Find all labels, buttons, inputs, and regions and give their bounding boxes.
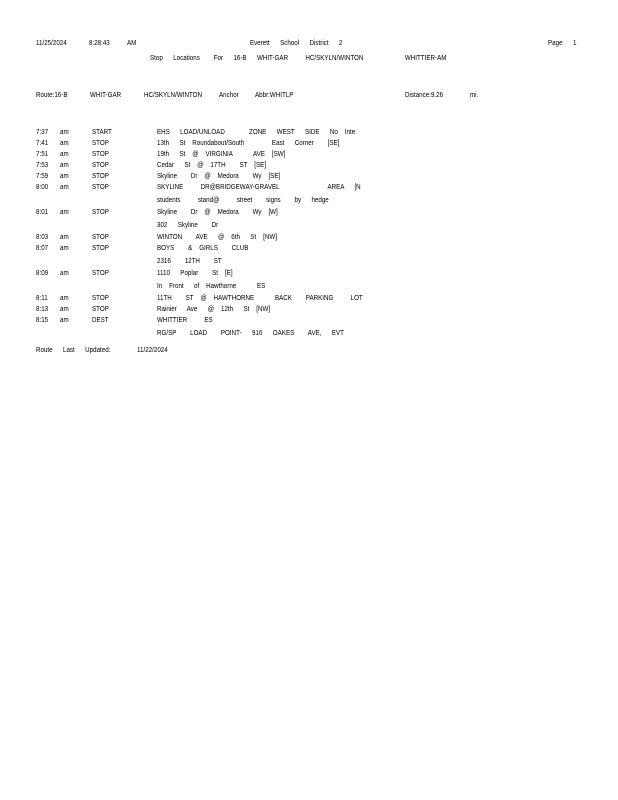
stop-type: STOP bbox=[92, 160, 109, 169]
stop-ampm: am bbox=[60, 315, 69, 324]
stop-type: STOP bbox=[92, 304, 109, 313]
stop-type: STOP bbox=[92, 182, 109, 191]
stop-note: 302 Skyline Dr bbox=[157, 220, 219, 229]
stop-type: STOP bbox=[92, 138, 109, 147]
route-anchor: Anchor bbox=[219, 90, 239, 99]
stop-type: DEST bbox=[92, 315, 109, 324]
stop-desc: BOYS & GIRLS CLUB bbox=[157, 243, 249, 252]
stop-note: students stand@ street signs by hedge bbox=[157, 195, 329, 204]
stop-desc: WINTON AVE @ 6th St [NW] bbox=[157, 232, 277, 241]
stop-note: In Front of Hawthorne ES bbox=[157, 281, 266, 290]
stop-ampm: am bbox=[60, 232, 69, 241]
stop-type: STOP bbox=[92, 232, 109, 241]
report-ampm: AM bbox=[127, 38, 137, 47]
route-desc: HC/SKYLN/WINTON bbox=[144, 90, 203, 99]
stop-type: STOP bbox=[92, 293, 109, 302]
stop-time: 8:09 bbox=[36, 268, 49, 277]
stop-desc: WHITTIER ES bbox=[157, 315, 213, 324]
stop-time: 8:00 bbox=[36, 182, 49, 191]
stop-ampm: am bbox=[60, 293, 69, 302]
route-distance: Distance:9.26 bbox=[405, 90, 444, 99]
route-abbr: Abbr:WHITLP bbox=[255, 90, 294, 99]
stop-ampm: am bbox=[60, 127, 69, 136]
stop-time: 7:37 bbox=[36, 127, 49, 136]
footer-date: 11/22/2024 bbox=[137, 345, 168, 354]
stop-ampm: am bbox=[60, 138, 69, 147]
stop-time: 7:51 bbox=[36, 149, 49, 158]
stop-type: STOP bbox=[92, 243, 109, 252]
stop-type: STOP bbox=[92, 268, 109, 277]
stop-desc: 13th St Roundabout/South East Corner [SE] bbox=[157, 138, 340, 147]
stop-time: 7:53 bbox=[36, 160, 49, 169]
stop-type: STOP bbox=[92, 149, 109, 158]
stop-ampm: am bbox=[60, 182, 69, 191]
route-bus: WHIT-GAR bbox=[90, 90, 122, 99]
stop-ampm: am bbox=[60, 243, 69, 252]
stop-ampm: am bbox=[60, 304, 69, 313]
stop-time: 7:41 bbox=[36, 138, 49, 147]
page-number: 1 bbox=[573, 38, 577, 47]
stop-desc: Rainier Ave @ 12th St [NW] bbox=[157, 304, 271, 313]
stop-desc: Skyline Dr @ Medora Wy [W] bbox=[157, 207, 278, 216]
stop-ampm: am bbox=[60, 160, 69, 169]
stop-ampm: am bbox=[60, 149, 69, 158]
stop-note: 2316 12TH ST bbox=[157, 256, 222, 265]
stop-time: 8:13 bbox=[36, 304, 49, 313]
stop-type: START bbox=[92, 127, 112, 136]
stop-time: 7:59 bbox=[36, 171, 49, 180]
stop-time: 8:15 bbox=[36, 315, 49, 324]
stop-desc: Cedar St @ 17TH ST [SE] bbox=[157, 160, 266, 169]
stop-desc: EHS LOAD/UNLOAD ZONE WEST SIDE No Inte bbox=[157, 127, 356, 136]
stop-desc: SKYLINE DR@BRIDGEWAY-GRAVEL AREA [N bbox=[157, 182, 361, 191]
stop-desc: 11TH ST @ HAWTHORNE BACK PARKING LOT bbox=[157, 293, 363, 302]
stop-time: 8:11 bbox=[36, 293, 48, 302]
stop-ampm: am bbox=[60, 171, 69, 180]
stop-time: 8:03 bbox=[36, 232, 49, 241]
stop-desc: Skyline Dr @ Medora Wy [SE] bbox=[157, 171, 281, 180]
report-subtitle: Stop Locations For 16-B WHIT-GAR HC/SKYLN/WINTON WHITTIER-AM bbox=[150, 53, 447, 62]
stop-ampm: am bbox=[60, 207, 69, 216]
district-title: Everett School District 2 bbox=[250, 38, 343, 47]
stop-note: RG/SP LOAD POINT- 916 OAKES AVE, EVT bbox=[157, 328, 344, 337]
stop-desc: 1110 Poplar St [E] bbox=[157, 268, 233, 277]
stop-time: 8:07 bbox=[36, 243, 49, 252]
report-date: 11/25/2024 bbox=[36, 38, 67, 47]
report-time: 8:28:43 bbox=[89, 38, 110, 47]
stop-type: STOP bbox=[92, 207, 109, 216]
stop-time: 8:01 bbox=[36, 207, 49, 216]
stop-ampm: am bbox=[60, 268, 69, 277]
footer-label: Route Last Updated: bbox=[36, 345, 111, 354]
stop-desc: 19th St @ VIRGINIA AVE [SW] bbox=[157, 149, 286, 158]
route-id: Route:16-B bbox=[36, 90, 68, 99]
route-distance-unit: mi. bbox=[470, 90, 479, 99]
stop-type: STOP bbox=[92, 171, 109, 180]
page-label: Page bbox=[548, 38, 563, 47]
